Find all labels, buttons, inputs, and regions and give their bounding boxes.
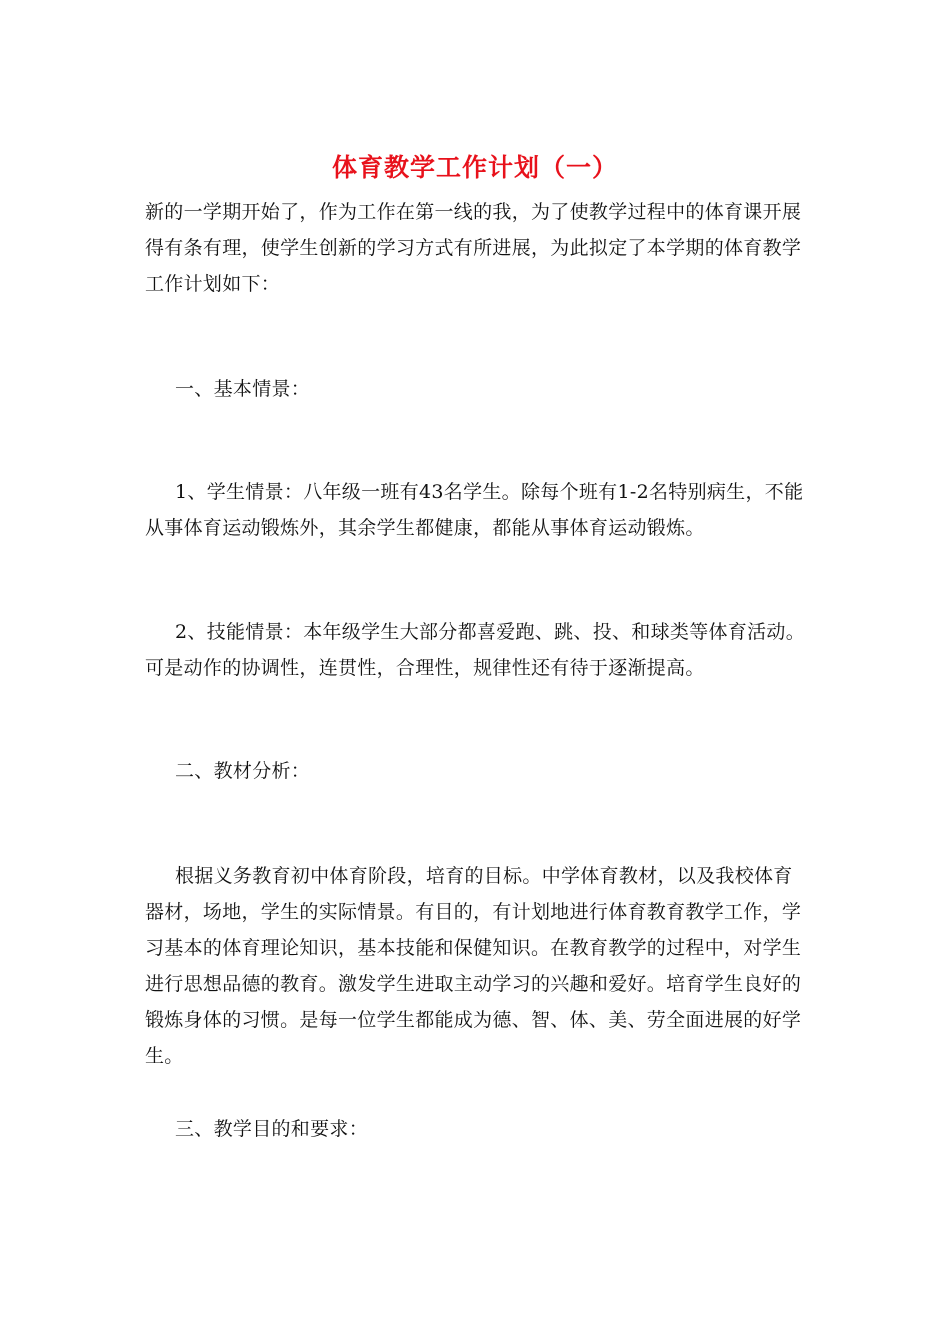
section-1-heading: 一、基本情景： <box>175 378 311 400</box>
document-title: 体育教学工作计划（一） <box>331 153 618 182</box>
section-1-item-2: 2、技能情景：本年级学生大部分都喜爱跑、跳、投、和球类等体育活动。可是动作的协调性，连贯性，合理性，规律性还有待于逐渐提高。 <box>145 621 805 679</box>
section-2-body: 根据义务教育初中体育阶段，培育的目标。中学体育教材，以及我校体育器材，场地，学生的实际情景。有目的，有计划地进行体育教育教学工作，学习基本的体育理论知识，基本技能和保健知识。在教育教学的过程中，对学生进行思想品德的教育。激发学生进取主动学习的兴趣和爱好。培育学生良好的锻炼身体的习惯。是每一位学生都能成为德、智、体、美、劳全面进展的好学生。 <box>145 865 802 1067</box>
section-2-heading: 二、教材分析： <box>175 760 311 782</box>
section-1-item-1: 1、学生情景：八年级一班有43名学生。除每个班有1-2名特别病生，不能从事体育运动锻炼外，其余学生都健康，都能从事体育运动锻炼。 <box>145 481 804 539</box>
intro-paragraph: 新的一学期开始了，作为工作在第一线的我，为了使教学过程中的体育课开展得有条有理，使学生创新的学习方式有所进展，为此拟定了本学期的体育教学工作计划如下： <box>145 201 802 295</box>
section-3-heading: 三、教学目的和要求： <box>175 1118 369 1140</box>
